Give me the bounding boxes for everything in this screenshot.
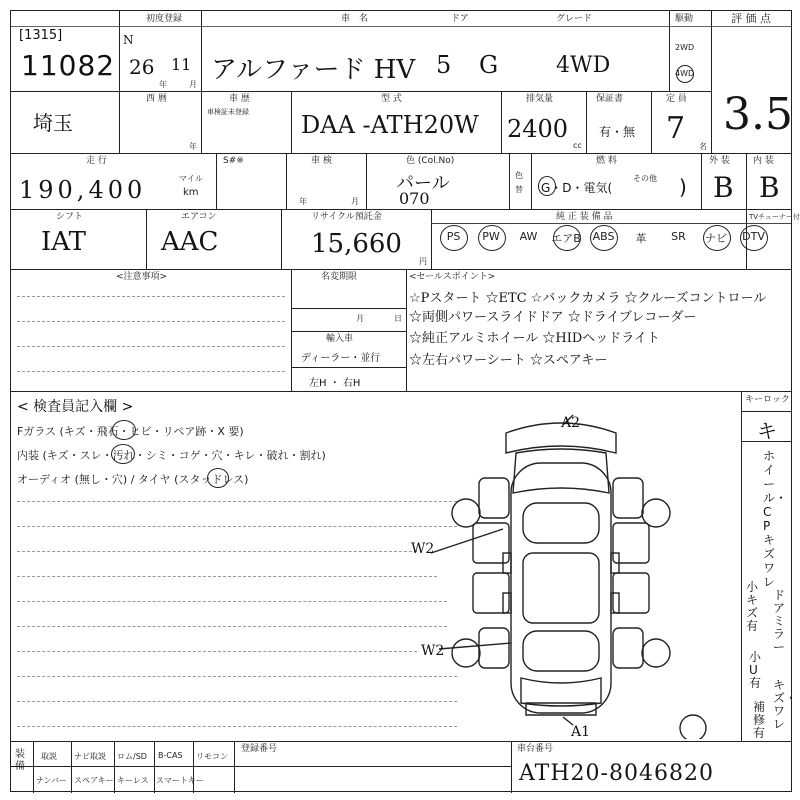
divider — [281, 209, 282, 269]
name-change-day: 日 — [394, 314, 402, 323]
mileage: 190,400 — [19, 176, 147, 204]
sales-point-line: ☆Pスタート ☆ETC ☆バックカメラ ☆クルーズコントロール — [409, 291, 767, 306]
divider — [146, 209, 147, 269]
divider — [114, 741, 115, 793]
col-sales-points: <セールスポイント> — [409, 272, 496, 282]
key-lock-label: キーロック — [745, 395, 790, 405]
fuel-gasoline-circle — [538, 176, 556, 196]
model-code: DAA -ATH20W — [301, 111, 479, 139]
unit-km: km — [183, 187, 199, 198]
ruled-line — [17, 726, 457, 727]
lot-number: 11082 — [21, 49, 116, 82]
divider — [701, 153, 702, 209]
rear-mark: A1 — [571, 724, 591, 739]
grade: G — [479, 51, 499, 79]
footer-spare-key: スペアキー — [74, 776, 114, 785]
divider — [71, 741, 72, 793]
divider — [119, 11, 120, 91]
reg-year: 26 — [129, 55, 155, 79]
col-color: 色 (Col.No) — [406, 156, 455, 166]
divider — [291, 91, 292, 153]
divider — [201, 91, 202, 153]
ruled-line — [17, 321, 285, 322]
col-exterior: 外 装 — [709, 156, 730, 166]
footer-smart-key: スマートキー — [156, 776, 204, 785]
divider — [11, 153, 791, 154]
windshield-check: Fガラス (キズ・飛石・ヒビ・リペア跡・X 要) — [17, 425, 244, 438]
col-chassis-no: 車台番号 — [517, 744, 554, 754]
col-import: 輸入車 — [326, 334, 354, 344]
chassis-number: ATH20-8046820 — [519, 761, 714, 786]
divider — [291, 367, 406, 368]
footer-keyless: キーレス — [117, 776, 149, 785]
color-name: パール — [396, 173, 450, 194]
col-mileage: 走 行 — [86, 156, 107, 166]
drive-note: 4WD — [556, 53, 611, 78]
col-equipment: 純 正 装 備 品 — [556, 212, 613, 222]
equipment-item: PS — [446, 230, 461, 243]
divider — [11, 91, 711, 92]
divider — [201, 11, 202, 91]
sales-point-line: ☆左右パワーシート ☆スペアキー — [409, 353, 608, 368]
auction-sheet — [10, 10, 800, 792]
equipment-circle — [590, 225, 618, 251]
equipment-circle — [478, 225, 506, 251]
col-grade: グレード — [556, 14, 593, 24]
ruled-line — [17, 701, 457, 702]
equipment-circle — [703, 225, 731, 251]
col-model: 型 式 — [381, 94, 402, 104]
divider — [746, 153, 747, 209]
col-inspection-date: 車 検 — [311, 156, 332, 166]
col-serial-no: S#※ — [223, 156, 244, 166]
divider — [531, 153, 532, 209]
divider — [11, 209, 791, 210]
col-fuel: 燃 料 — [596, 156, 617, 166]
col-score: 評 価 点 — [731, 12, 771, 25]
ruled-line — [17, 651, 417, 652]
small-scratch-note: 小キズ有 — [746, 580, 759, 633]
col-first-registration: 初度登録 — [146, 14, 183, 24]
divider — [291, 331, 406, 332]
col-inspection-history: 車 歴 — [229, 94, 250, 104]
col-shift: シフト — [56, 212, 84, 222]
divider — [154, 741, 155, 793]
studless-circle — [207, 468, 229, 488]
col-interior: 内 装 — [753, 156, 774, 166]
name-change-month: 月 — [356, 314, 364, 323]
equipment-item: エアB — [551, 232, 581, 245]
col-car-name: 車 名 — [341, 14, 369, 24]
interior-check: 内装 (キズ・スレ・汚れ・シミ・コゲ・穴・キレ・破れ・割れ) — [17, 449, 326, 462]
equipment-item: ナビ — [705, 232, 727, 245]
reg-month: 11 — [171, 55, 192, 74]
unit-yen: 円 — [419, 257, 427, 266]
ruled-line — [17, 346, 285, 347]
divider — [11, 26, 791, 27]
col-aircon: エアコン — [181, 212, 217, 222]
side-rear-mark: W2 — [421, 643, 445, 659]
prefecture: 埼玉 — [33, 111, 73, 135]
door-mirror-note: ドアミラー — [773, 588, 786, 654]
footer-manual: 取説 — [41, 752, 57, 761]
region-code: [1315] — [19, 28, 63, 43]
col-displacement: 排気量 — [526, 94, 554, 104]
unit-people: 名 — [699, 142, 707, 151]
ruled-line — [17, 626, 447, 627]
footer-remote: リモコン — [196, 752, 228, 761]
footer-plate: ナンバー — [36, 776, 68, 785]
divider — [11, 741, 791, 742]
door-count: 5 — [436, 51, 452, 79]
divider — [291, 269, 292, 391]
divider — [119, 91, 120, 153]
shift-type: IAT — [41, 227, 86, 257]
drive-2wd: 2WD — [675, 43, 695, 52]
aircon-type: AAC — [161, 227, 219, 257]
col-registration-no: 登録番号 — [241, 744, 278, 754]
car-condition-diagram — [411, 403, 721, 739]
equipment-item: 革 — [635, 232, 647, 245]
unit-year-3: 年 — [299, 197, 307, 206]
color-change-label: 色替 — [515, 171, 523, 194]
side-front-mark: W2 — [411, 541, 435, 557]
unit-year-2: 年 — [189, 142, 197, 151]
steering-side: 左H ・ 右H — [309, 378, 361, 389]
col-caution: <注意事項> — [116, 272, 168, 282]
era-prefix: N — [123, 33, 134, 47]
equipment-item: ABS — [592, 230, 615, 243]
front-mark: A2 — [561, 415, 581, 431]
inspection-note: 車検証未登録 — [207, 108, 249, 116]
ruled-line — [17, 526, 457, 527]
col-capacity: 定 員 — [666, 94, 687, 104]
divider — [741, 391, 742, 741]
divider — [431, 223, 791, 224]
unit-month: 月 — [189, 80, 197, 89]
key-lock-value: キ — [757, 419, 777, 443]
divider — [741, 411, 791, 412]
fuel-other-label: その他 — [633, 174, 657, 183]
fuel-options: G・D・電気( — [541, 181, 613, 195]
unit-year: 年 — [159, 80, 167, 89]
dealer-parallel: ディーラー・並行 — [301, 353, 381, 364]
divider — [291, 308, 406, 309]
divider — [33, 741, 34, 793]
equipment-circle — [553, 225, 581, 251]
divider — [501, 91, 502, 153]
col-western-year: 西 暦 — [146, 94, 167, 104]
col-drive: 駆動 — [675, 14, 694, 24]
equipment-item: DTV — [742, 230, 765, 243]
audio-tire-check: オーディオ (無し・穴) / タイヤ (スタッドレス) — [17, 473, 249, 486]
col-tv-tuner: TVチューナー付 — [749, 213, 800, 221]
car-name: アルファード HV — [211, 55, 416, 85]
col-recycle-fee: リサイクル預託金 — [311, 212, 382, 222]
equipment-circle — [440, 225, 468, 251]
displacement: 2400 — [507, 115, 569, 143]
divider — [11, 766, 511, 767]
ruled-line — [17, 601, 447, 602]
divider — [216, 153, 217, 209]
inspection-title: < 検査員記入欄 > — [17, 399, 134, 415]
sales-point-line: ☆両側パワースライドドア ☆ドライブレコーダー — [409, 310, 697, 325]
col-warranty: 保証書 — [596, 94, 624, 104]
divider — [711, 11, 712, 153]
unit-mile: マイル — [179, 174, 203, 183]
fuel-close-paren: ) — [679, 175, 687, 199]
divider — [586, 91, 587, 153]
col-name-change: 名変期限 — [321, 272, 358, 282]
divider — [234, 741, 235, 793]
divider — [669, 11, 670, 91]
col-door: ドア — [451, 14, 469, 24]
score-value: 3.5 — [723, 89, 793, 140]
capacity: 7 — [666, 111, 686, 146]
footer-bcas: B-CAS — [158, 751, 183, 760]
ruled-line — [17, 371, 285, 372]
equipment-item: PW — [482, 230, 500, 243]
equipment-item: AW — [519, 230, 538, 243]
warranty-options: 有・無 — [599, 125, 636, 139]
divider — [406, 269, 407, 391]
unit-cc: cc — [573, 141, 582, 150]
ruled-line — [17, 551, 417, 552]
divider — [11, 391, 791, 392]
divider — [431, 209, 432, 269]
ruled-line — [17, 676, 457, 677]
ruled-line — [17, 576, 437, 577]
interior-grade: B — [759, 171, 780, 204]
sales-point-line: ☆純正アルミホイール ☆HIDヘッドライト — [409, 331, 660, 346]
footer-equipment-label: 装備 — [15, 749, 25, 772]
ruled-line — [17, 296, 285, 297]
drive-4wd-circle — [676, 65, 694, 83]
divider — [366, 153, 367, 209]
footer-rom-sd: ロム/SD — [117, 752, 147, 761]
equipment-circle — [740, 225, 768, 251]
chip-circle — [112, 420, 136, 440]
exterior-grade: B — [713, 171, 734, 204]
drive-4wd: 4WD — [675, 69, 695, 78]
unit-month-3: 月 — [351, 197, 359, 206]
equipment-item: SR — [671, 230, 686, 243]
divider — [651, 91, 652, 153]
mirror-scratch-note: キズ・ワレ — [773, 678, 798, 731]
repaired-note: 補修有 — [753, 700, 766, 740]
divider — [11, 269, 791, 270]
ruled-line — [17, 501, 457, 502]
wheel-note: ホイール・CPキズワレ — [763, 449, 788, 589]
small-u-note: 小U有 — [749, 650, 762, 690]
divider — [509, 153, 510, 209]
divider — [286, 153, 287, 209]
recycle-fee: 15,660 — [311, 229, 402, 259]
divider — [511, 741, 512, 793]
color-number: 070 — [399, 189, 430, 208]
stain-circle — [111, 444, 135, 464]
footer-nav-manual: ナビ取説 — [74, 752, 106, 761]
